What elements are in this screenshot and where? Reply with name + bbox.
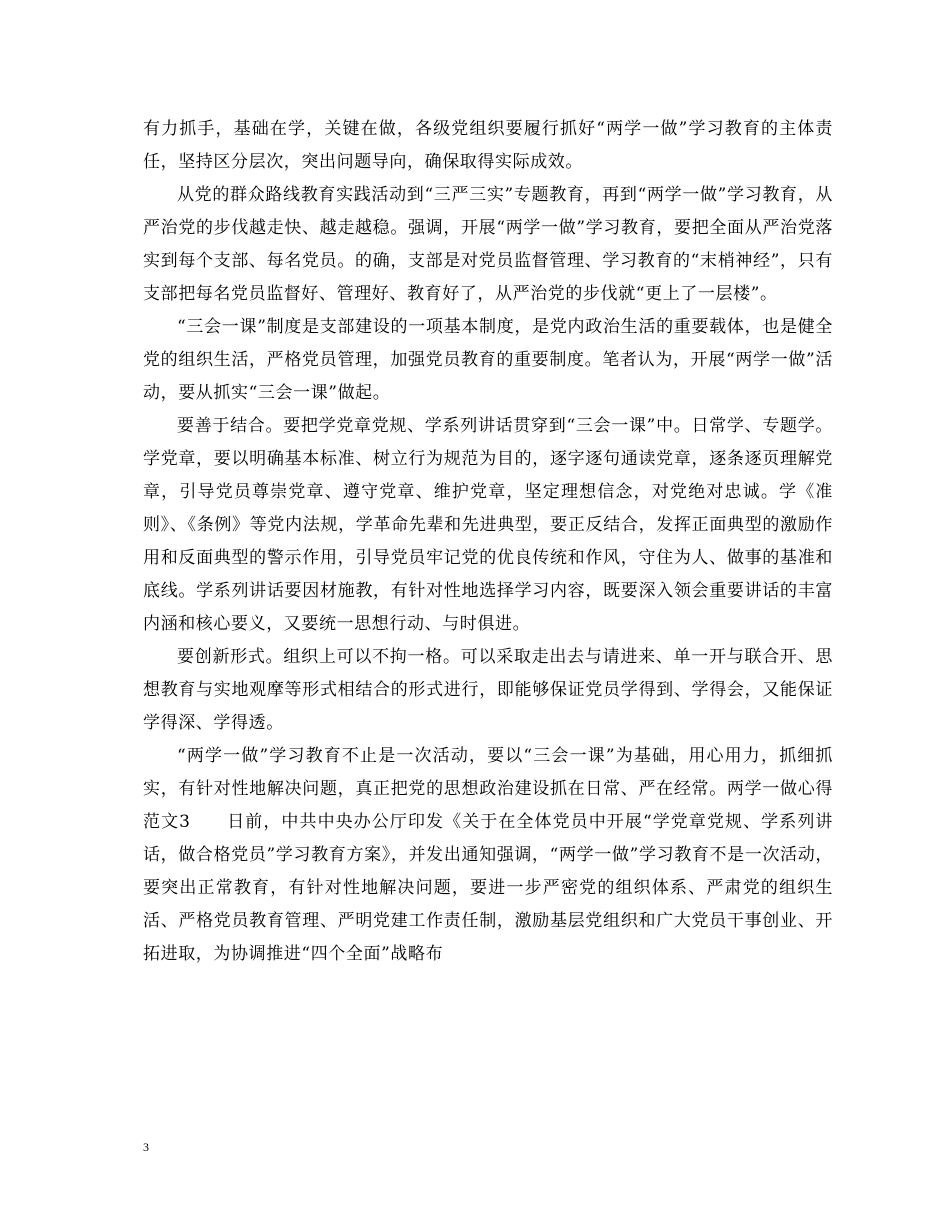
page-number: 3 (143, 1140, 149, 1154)
document-body (143, 113, 833, 971)
paragraph: 要善于结合。要把学党章党规、学系列讲话贯穿到“三会一课”中。日常学、专题学。学党章，要以明确基本标准、树立行为规范为目的，逐字逐句通读党章，逐条逐页理解党章，引导党员尊崇党章、遵守党章、维护党章，坚定理想信念，对党绝对忠诚。学《准则》、《条例》等党内法规，学革命先辈和先进典型，要正反结合，发挥正面典型的激励作用和反面典型的警示作用，引导党员牢记党的优良传统和作风，守住为人、做事的基准和底线。学系列讲话要因材施教，有针对性地选择学习内容，既要深入领会重要讲话的丰富内涵和核心要义，又要统一思想行动、与时俱进。 (143, 416, 833, 634)
paragraph: 有力抓手，基础在学，关键在做，各级党组织要履行抓好“两学一做”学习教育的主体责任，坚持区分层次，突出问题导向，确保取得实际成效。 (143, 119, 833, 172)
paragraph: 从党的群众路线教育实践活动到“三严三实”专题教育，再到“两学一做”学习教育，从严治党的步伐越走快、越走越稳。强调，开展“两学一做”学习教育，要把全面从严治党落实到每个支部、每名党员。的确，支部是对党员监督管理、学习教育的“末梢神经”，只有支部把每名党员监督好、管理好、教育好了，从严治党的步伐就“更上了一层楼”。 (143, 185, 833, 304)
paragraph: “两学一做”学习教育不止是一次活动，要以“三会一课”为基础，用心用力，抓细抓实，有针对性地解决问题，真正把党的思想政治建设抓在日常、严在经常。两学一做心得范文3 日前，中共中央办公厅印发《关于在全体党员中开展“学党章党规、学系列讲话，做合格党员”学习教育方案》，并发出通知强调，“两学一做”学习教育不是一次活动，要突出正常教育，有针对性地解决问题，要进一步严密党的组织体系、严肃党的组织生活、严格党员教育管理、严明党建工作责任制，激励基层党组织和广大党员干事创业、开拓进取，为协调推进“四个全面”战略布 (143, 746, 833, 964)
paragraph: 要创新形式。组织上可以不拘一格。可以采取走出去与请进来、单一开与联合开、思想教育与实地观摩等形式相结合的形式进行，即能够保证党员学得到、学得会，又能保证学得深、学得透。 (143, 647, 833, 733)
paragraph: “三会一课”制度是支部建设的一项基本制度，是党内政治生活的重要载体，也是健全党的组织生活，严格党员管理，加强党员教育的重要制度。笔者认为，开展“两学一做”活动，要从抓实“三会一课”做起。 (143, 317, 833, 403)
